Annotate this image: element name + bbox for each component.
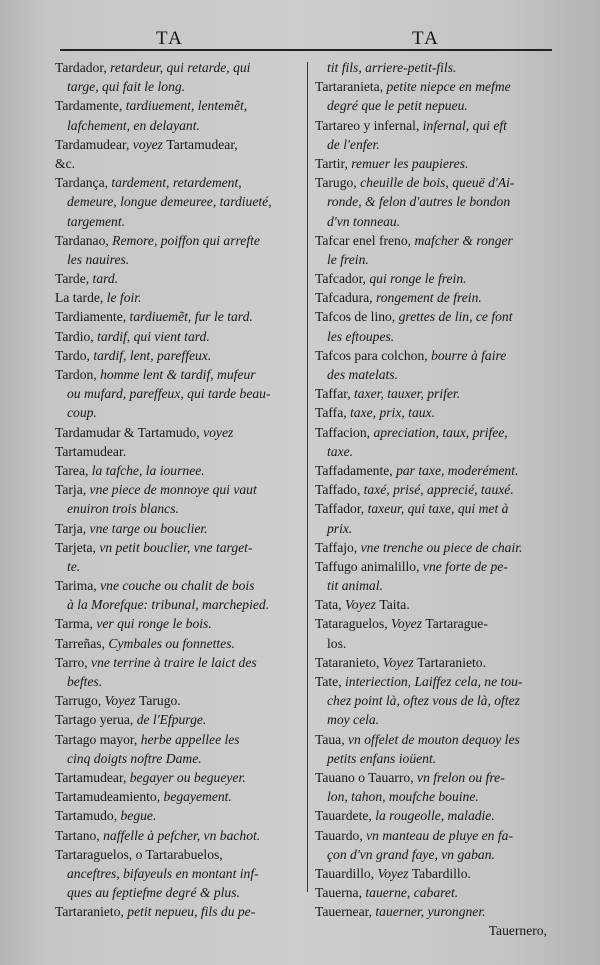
definition-text: tardiuemẽt, fur le tard. [129,309,253,325]
headword-text: Tauernear, [315,904,376,920]
headword-text: Tardança, [55,175,112,191]
definition-text: bourre à faire [431,347,507,363]
entry-line [55,595,300,614]
headword-text: Tartareo y infernal, [315,117,423,133]
headword-text: Tabardillo. [411,865,471,881]
definition-text: vne piece de monnoye qui vaut [89,482,257,498]
entry-line [55,749,300,768]
entry-line [55,557,300,576]
definition-text: taxe, prix, taux. [350,405,435,421]
definition-text: apreciation, taux, prifee, [373,424,508,440]
headword-text: Tartaraguelos, o Tartarabuelos, [55,846,223,862]
headword-text: Tartano, [55,827,104,843]
definition-text: herbe appellee les [140,731,240,747]
entry-line [315,423,553,442]
entry-line [315,634,553,653]
entry-line [55,192,300,211]
definition-text: Voyez [382,654,418,670]
entry-line [55,845,300,864]
definition-text: lon, tahon, moufche bouine. [327,789,479,805]
headword-text: Tafcadura, [315,290,376,306]
entry-line [55,672,300,691]
definition-text: petite niepce en mefme [386,79,511,95]
entry-line [55,346,300,365]
definition-text: begayement. [163,789,232,805]
entry-line [55,538,300,557]
entry-line [55,116,300,135]
headword-text: Tardamudar & Tartamudo, [55,424,204,440]
entry-line [315,710,553,729]
headword-text: Tarde, [55,271,93,287]
definition-text: tardiuement, lentemẽt, [125,98,248,114]
headword-text: Taffajo, [315,539,361,555]
entry-line [55,787,300,806]
definition-text: beftes. [67,674,103,689]
definition-text: Cymbales ou fonnettes. [108,635,235,651]
headword-text: Taffa, [315,405,351,421]
definition-text: prix. [327,520,353,536]
headword-text: Taffador, [315,501,368,517]
definition-text: mafcher & ronger [414,232,513,248]
headword-text: Taffugo animalillo, [315,558,423,574]
headword-text: Tarrugo, [55,693,105,709]
headword-text: Tarugo, [315,175,361,191]
entry-line [315,116,553,135]
definition-text: tardement, retardement, [111,175,242,191]
entry-line [315,826,553,845]
entry-line [55,365,300,384]
definition-text: infernal, qui eft [422,117,507,133]
definition-text: les nauires. [67,251,130,267]
definition-text: Voyez [345,597,380,613]
entry-line [315,135,553,154]
entry-line [55,480,300,499]
headword-text: Tartaranieto. [417,654,486,670]
headword-text: Tarea, [55,462,92,478]
entry-line [315,346,553,365]
entry-line [55,269,300,288]
definition-text: tit animal. [327,578,383,594]
entry-line [315,921,553,940]
headword-text: Tartago mayor, [55,731,141,747]
headword-text: Tardon, [55,367,101,382]
definition-text: targement. [67,213,126,229]
entry-line [315,557,553,576]
definition-text: des matelats. [327,367,398,382]
headword-text: Tarja, [55,482,90,498]
headword-text: los. [327,635,347,651]
entry-line [315,768,553,787]
definition-text: ver qui ronge le bois. [96,616,212,632]
entry-line [315,806,553,825]
header-right: TA [412,28,440,49]
headword-text: Tartago yerua, [55,712,137,728]
headword-text: La tarde, [55,290,107,306]
definition-text: rongement de frein. [375,290,482,306]
headword-text: Tartamudo, [55,808,121,824]
headword-text: Tauardete, [315,808,376,824]
entry-line [315,595,553,614]
definition-text: anceftres, bifayeuls en montant inf- [67,865,259,881]
headword-text: Tartarague- [425,616,488,632]
entry-line [315,365,553,384]
left-column [55,58,300,921]
headword-text: Taffacion, [315,424,374,440]
headword-text: Tartaranieta, [315,79,387,95]
definition-text: Remore, poiffon qui arrefte [112,232,260,248]
definition-text: d'vn tonneau. [327,213,401,229]
entry-line [55,212,300,231]
entry-line [55,403,300,422]
entry-line [315,288,553,307]
definition-text: Voyez [104,693,139,709]
definition-text: remuer les paupieres. [351,155,469,171]
definition-text: à la Morefque: tribunal, marchepied. [67,597,270,613]
headword-text: Tartamudear. [55,443,127,459]
entry-line [315,519,553,538]
entry-line [315,442,553,461]
entry-line [55,250,300,269]
definition-text: de l'Efpurge. [136,712,207,728]
entry-line [315,691,553,710]
entry-line [55,96,300,115]
definition-text: la rougeolle, maladie. [375,808,495,824]
headword-text: Tarjeta, [55,539,100,555]
definition-text: cheuille de bois, queuë d'Ai- [360,175,515,191]
definition-text: demeure, longue demeuree, tardiueté, [67,194,272,210]
entry-line [315,250,553,269]
definition-text: petits enfans ioüent. [327,750,437,766]
definition-text: le frein. [327,251,369,267]
headword-text: Tartamudeamiento, [55,789,164,805]
entry-line [55,768,300,787]
definition-text: begue. [120,808,157,824]
definition-text: enuiron trois blancs. [67,501,179,517]
definition-text: chez point là, oftez vous de là, oftez [327,693,520,709]
entry-line [315,499,553,518]
definition-text: taxer, tauxer, prifer. [354,386,461,402]
headword-text: Tardio, [55,328,98,344]
entry-line [315,307,553,326]
headword-text: Tauernero, [488,923,547,939]
headword-text: Tafcar enel freno, [315,232,415,248]
headword-text: Tardamudear, [55,136,133,152]
definition-text: vn frelon ou fre- [417,769,505,785]
definition-text: begayer ou begueyer. [129,769,246,785]
definition-text: lafchement, en delayant. [67,117,200,133]
entry-line [55,826,300,845]
headword-text: Tarima, [55,578,101,594]
entry-line [315,231,553,250]
entry-line [55,710,300,729]
headword-text: Tauardillo, [315,865,378,881]
headword-text: Tarja, [55,520,90,536]
definition-text: vne terrine à traire le laict des [91,654,257,670]
entry-line [315,787,553,806]
entry-line [55,730,300,749]
entry-line [315,154,553,173]
entry-line [55,231,300,250]
definition-text: la tafche, la iournee. [91,462,205,478]
definition-text: tardif, qui vient tard. [97,328,210,344]
entry-line [55,499,300,518]
definition-text: interiection, Laiffez cela, ne tou- [345,674,523,689]
right-column [315,58,553,941]
definition-text: vne forte de pe- [422,558,508,574]
definition-text: tit fils, arriere-petit-fils. [327,60,457,75]
definition-text: vn petit bouclier, vne target- [99,539,253,555]
entry-line [55,327,300,346]
entry-line [315,749,553,768]
headword-text: Taua, [315,731,349,747]
entry-line [55,77,300,96]
headword-text: Tardo, [55,347,94,363]
entry-line [55,691,300,710]
entry-line [55,864,300,883]
running-header [0,28,600,48]
definition-text: qui ronge le frein. [369,271,467,287]
definition-text: retardeur, qui retarde, qui [110,60,251,75]
definition-text: vn manteau de pluye en fa- [366,827,513,843]
definition-text: vne targe ou bouclier. [89,520,208,536]
definition-text: moy cela. [327,712,380,728]
entry-line [55,576,300,595]
definition-text: ques au feptiefme degré & plus. [67,885,240,901]
entry-line [315,480,553,499]
entry-line [315,192,553,211]
entry-line [315,538,553,557]
entry-line [55,173,300,192]
definition-text: tauerne, cabaret. [365,885,459,901]
headword-text: Taffadamente, [315,462,397,478]
headword-text: Tauerna, [315,885,366,901]
headword-text: &c. [55,155,76,171]
entry-line [55,384,300,403]
entry-line [315,614,553,633]
definition-text: cinq doigts noftre Dame. [67,750,202,766]
definition-text: les eftoupes. [327,328,395,344]
entry-line [315,269,553,288]
entry-line [315,58,553,77]
entry-line [55,653,300,672]
headword-text: Tarugo. [139,693,181,709]
entry-line [55,442,300,461]
definition-text: Voyez [377,865,412,881]
definition-text: ronde, & felon d'autres le bondon [327,194,511,210]
headword-text: Tafcos para colchon, [315,347,432,363]
definition-text: tard. [92,271,119,287]
definition-text: te. [67,558,81,574]
headword-text: Tardamente, [55,98,126,114]
entry-line [315,403,553,422]
definition-text: de l'enfer. [327,136,380,152]
definition-text: tardif, lent, pareffeux. [93,347,212,363]
column-divider [307,62,308,892]
definition-text: taxé, prisé, apprecié, tauxé. [363,482,514,498]
headword-text: Taita. [379,597,410,613]
definition-text: targe, qui fait le long. [67,79,186,95]
entry-line [55,307,300,326]
entry-line [55,135,300,154]
definition-text: coup. [67,405,97,421]
entry-line [315,327,553,346]
definition-text: Voyez [391,616,426,632]
header-rule [60,49,552,51]
entry-line [55,423,300,442]
entry-line [55,806,300,825]
headword-text: Tauardo, [315,827,367,843]
entry-line [315,653,553,672]
entry-line [55,883,300,902]
definition-text: degré que le petit nepueu. [327,98,468,114]
entry-line [315,576,553,595]
headword-text: Tardador, [55,60,111,75]
entry-line [55,461,300,480]
headword-text: Tarreñas, [55,635,109,651]
headword-text: Tauano o Tauarro, [315,769,418,785]
header-left: TA [156,28,184,49]
headword-text: Tarro, [55,654,92,670]
entry-line [315,384,553,403]
headword-text: Taffado, [315,482,364,498]
definition-text: voyez [203,424,234,440]
entry-line [315,461,553,480]
entry-line [55,902,300,921]
headword-text: Tate, [315,674,345,689]
entry-line [315,77,553,96]
headword-text: Tartamudear, [166,136,238,152]
definition-text: çon d'vn grand faye, vn gaban. [327,846,495,862]
definition-text: tauerner, yurongner. [375,904,486,920]
entry-line [55,58,300,77]
headword-text: Tafcos de lino, [315,309,399,325]
definition-text: le foir. [106,290,142,306]
definition-text: voyez [132,136,167,152]
definition-text: par taxe, moderément. [396,462,519,478]
definition-text: ou mufard, pareffeux, qui tarde beau- [67,386,271,402]
headword-text: Tataraguelos, [315,616,392,632]
definition-text: naffelle à pefcher, vn bachot. [103,827,261,843]
definition-text: taxe. [327,443,354,459]
headword-text: Tataranieto, [315,654,383,670]
headword-text: Tardanao, [55,232,113,248]
entry-line [315,96,553,115]
entry-line [315,212,553,231]
headword-text: Tafcador, [315,271,370,287]
entry-line [315,845,553,864]
headword-text: Tartaranieto, [55,904,128,920]
entry-line [55,634,300,653]
definition-text: vne trenche ou piece de chair. [360,539,523,555]
definition-text: homme lent & tardif, mufeur [100,367,256,382]
entry-line [315,902,553,921]
headword-text: Tata, [315,597,345,613]
headword-text: Taffar, [315,386,355,402]
headword-text: Tartir, [315,155,352,171]
entry-line [55,519,300,538]
headword-text: Tardiamente, [55,309,130,325]
headword-text: Tartamudear, [55,769,130,785]
definition-text: taxeur, qui taxe, qui met à [367,501,509,517]
headword-text: Tarma, [55,616,97,632]
definition-text: vn offelet de mouton dequoy les [348,731,520,747]
entry-line [315,730,553,749]
entry-line [315,864,553,883]
entry-line [55,614,300,633]
definition-text: petit nepueu, fils du pe- [127,904,256,920]
entry-line [315,173,553,192]
entry-line [55,154,300,173]
entry-line [55,288,300,307]
definition-text: vne couche ou chalit de bois [100,578,255,594]
definition-text: grettes de lin, ce font [398,309,513,325]
entry-line [315,883,553,902]
entry-line [315,672,553,691]
